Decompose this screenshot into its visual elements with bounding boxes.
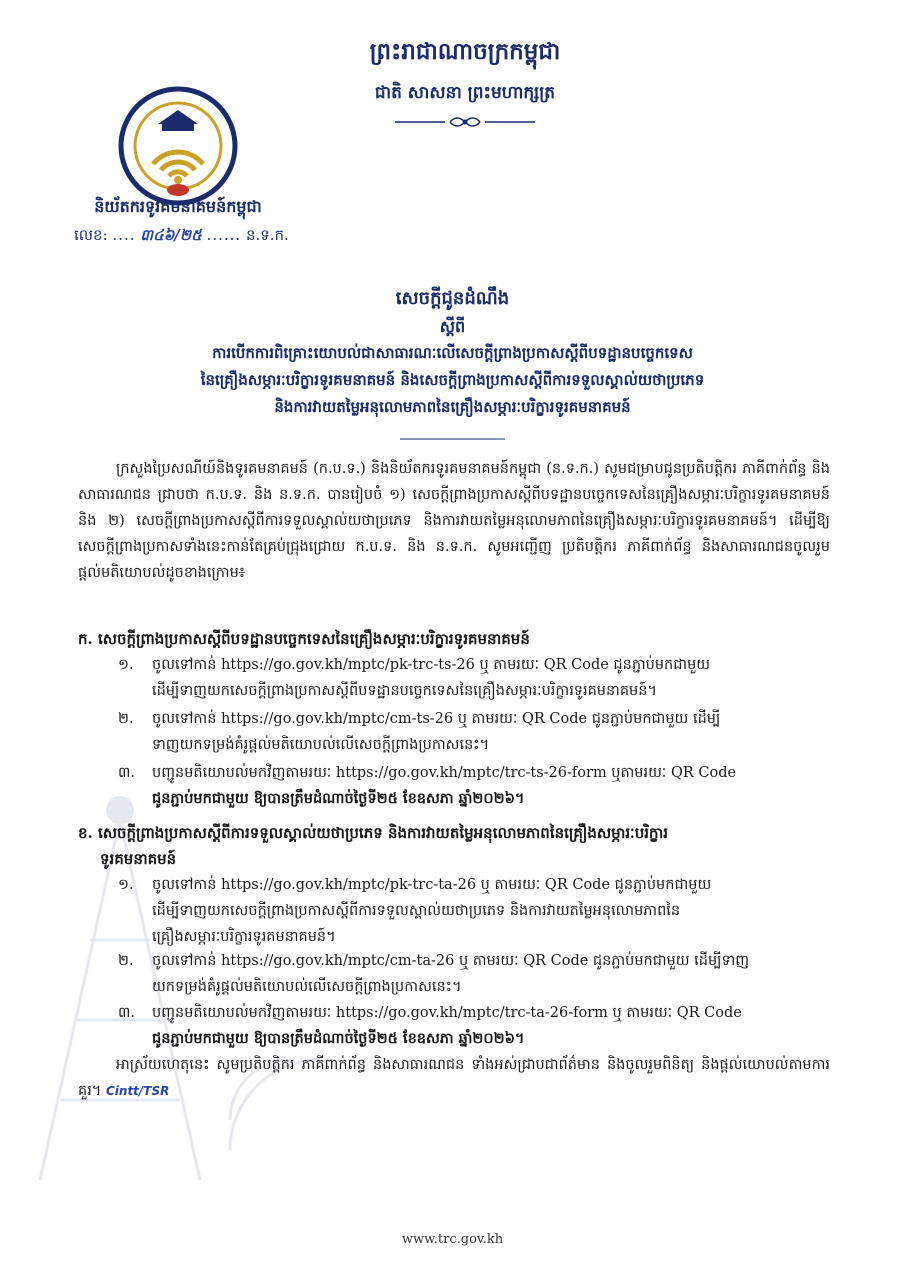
notice-subtitle: ស្ដីពី [439,317,466,336]
ornament-divider-icon [395,112,535,132]
section-a-item-2: ២. ចូលទៅកាន់ https://go.gov.kh/mptc/cm-ts-26 ឬ តាមរយៈ QR Code ជូនភ្ជាប់មកជាមួយ ដើម្បី ទាញយកទម្រង់គំរូផ្ដល់មតិយោបល់លើសេចក្ដីព្រាងប្រកាសនេះ។ [118,711,721,753]
title-divider [400,436,505,442]
section-a-heading: ក. សេចក្ដីព្រាងប្រកាសស្ដីពីបទដ្ឋានបច្ចេកទេសនៃគ្រឿងសម្ភារៈបរិក្ខារទូរគមនាគមន៍ [78,630,530,648]
reference-label: លេខ: [74,226,108,244]
agency-name: និយ័តករទូរគមនាគមន៍កម្ពុជា [94,197,262,216]
section-b-heading: ខ. សេចក្ដីព្រាងប្រកាសស្ដីពីការទទួលស្គាល់យថាប្រភេទ និងការវាយតម្លៃអនុលោមភាពនៃគ្រឿងសម្ភារៈបរិក្ខារ ទូរគមនាគមន៍ [78,824,669,868]
notice-subject-line-2: នៃគ្រឿងសម្ភារៈបរិក្ខារទូរគមនាគមន៍ និងសេចក្ដីព្រាងប្រកាសស្ដីពីការទទួលស្គាល់យថាប្រភេទ [200,371,705,389]
section-b-item-1: ១. ចូលទៅកាន់ https://go.gov.kh/mptc/pk-trc-ta-26 ឬ តាមរយៈ QR Code ជូនភ្ជាប់មកជាមួយ ដើម្បីទាញយកសេចក្ដីព្រាងប្រកាសស្ដីពីការទទួលស្គាល់យថាប្រភេទ និងការវាយតម្លៃអនុលោមភាពនៃ គ្រឿងសម្ភារៈបរិក្ខារទូរគមនាគមន៍។ [118,877,712,945]
notice-titles [80,284,825,421]
reference-number: លេខ: .... ៣៤៦/២៥ ...... ន.ទ.ក. [74,226,289,244]
section-b-item-3: ៣. បញ្ជូនមតិយោបល់មកវិញតាមរយៈ https://go.gov.kh/mptc/trc-ta-26-form ឬ តាមរយៈ QR Code ជូនភ្ជាប់មកជាមួយ ឱ្យបានត្រឹមដំណាច់ថ្ងៃទី២៥ ខែឧសភា ឆ្នាំ២០២៦។ [118,1005,742,1047]
notice-title: សេចក្ដីជូនដំណឹង [395,288,510,309]
kingdom-title: ព្រះរាជាណាចក្រកម្ពុជា [369,38,561,65]
trc-logo-icon [118,86,238,206]
closing-paragraph: អាស្រ័យហេតុនេះ សូមប្រតិបត្តិករ ភាគីពាក់ព័ន្ធ និងសាធារណជន ទាំងអស់ជ្រាបជាព័ត៌មាន និងចូលរួមពិនិត្យ និងផ្ដល់យោបល់តាមការគួរ។ Cintt/TSR [78,1057,830,1099]
section-b-item-2: ២. ចូលទៅកាន់ https://go.gov.kh/mptc/cm-ta-26 ឬ តាមរយៈ QR Code ជូនភ្ជាប់មកជាមួយ ដើម្បីទាញ យកទម្រង់គំរូផ្ដល់មតិយោបល់លើសេចក្ដីព្រាងប្រកាសនេះ។ [118,953,750,995]
footer-website[interactable]: www.trc.gov.kh [401,1232,504,1247]
national-motto: ជាតិ សាសនា ព្រះមហាក្សត្រ [374,83,556,103]
intro-paragraph: ក្រសួងប្រៃសណីយ៍និងទូរគមនាគមន៍ (ក.ប.ទ.) និងនិយ័តករទូរគមនាគមន៍កម្ពុជា (ន.ទ.ក.) សូមជម្រាបជូនប្រតិបត្តិករ ភាគីពាក់ព័ន្ធ និងសាធារណជន ជ្រាបថា ក.ប.ទ. និង ន.ទ.ក. បានរៀបចំ ១) សេចក្ដីព្រាងប្រកាសស្ដីពីបទដ្ឋានបច្ចេកទេសនៃគ្រឿងសម្ភារៈបរិក្ខារទូរគមនាគមន៍ និង ២) សេចក្ដីព្រាងប្រកាសស្ដីពីការទទួលស្គាល់យថាប្រភេទ និងការវាយតម្លៃអនុលោមភាពនៃគ្រឿងសម្ភារៈបរិក្ខារទូរគមនាគមន៍។ ដើម្បីឱ្យសេចក្ដីព្រាងប្រកាសទាំងនេះកាន់តែគ្រប់ជ្រុងជ្រោយ ក.ប.ទ. និង ន.ទ.ក. សូមអញ្ជើញ ប្រតិបត្តិករ ភាគីពាក់ព័ន្ធ និងសាធារណជនចូលរួមផ្ដល់មតិយោបល់ដូចខាងក្រោម៖ [78,461,830,581]
section-a-item-3: ៣. បញ្ជូនមតិយោបល់មកវិញតាមរយៈ https://go.gov.kh/mptc/trc-ts-26-form ឬតាមរយៈ QR Code ជូនភ្ជាប់មកជាមួយ ឱ្យបានត្រឹមដំណាច់ថ្ងៃទី២៥ ខែឧសភា ឆ្នាំ២០២៦។ [118,765,737,807]
notice-subject-line-1: ការបើកការពិគ្រោះយោបល់ជាសាធារណៈលើសេចក្ដីព្រាងប្រកាសស្ដីពីបទដ្ឋានបច្ចេកទេស [212,344,693,362]
initials-signature: Cintt/TSR [105,1084,170,1098]
notice-subject-line-3: និងការវាយតម្លៃអនុលោមភាពនៃគ្រឿងសម្ភារៈបរិក្ខារទូរគមនាគមន៍ [274,398,631,416]
reference-suffix: ន.ទ.ក. [245,226,289,244]
section-a-item-1: ១. ចូលទៅកាន់ https://go.gov.kh/mptc/pk-trc-ts-26 ឬ តាមរយៈ QR Code ជូនភ្ជាប់មកជាមួយ ដើម្បីទាញយកសេចក្ដីព្រាងប្រកាសស្ដីពីបទដ្ឋានបច្ចេកទេសនៃគ្រឿងសម្ភារៈបរិក្ខារទូរគមនាគមន៍។ [118,657,711,699]
reference-handwritten: ៣៤៦/២៥ [140,226,202,244]
